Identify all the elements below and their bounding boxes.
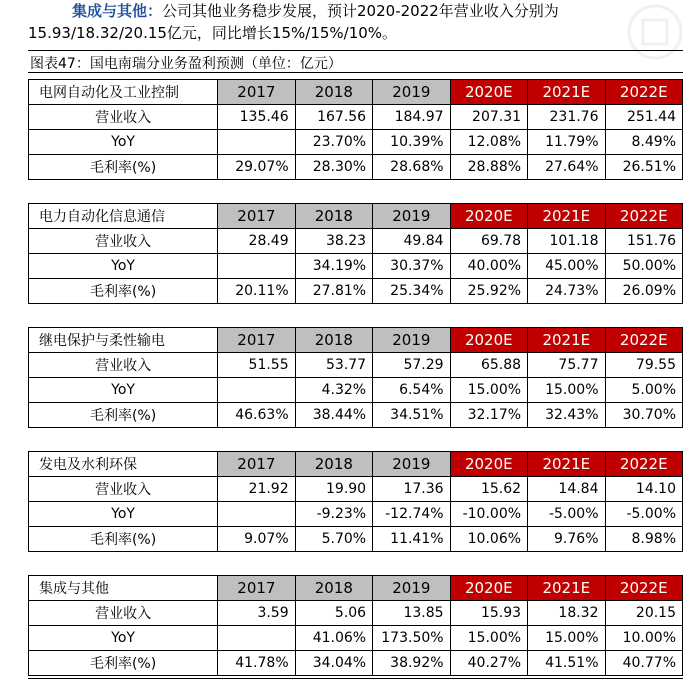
intro-line-1: [72, 0, 559, 22]
table-cell: 6.54%: [373, 378, 450, 403]
table-cell: 167.56: [295, 105, 372, 130]
table-cell: [218, 254, 295, 279]
table-cell: 25.92%: [450, 279, 527, 304]
table-cell: 40.27%: [450, 651, 527, 676]
table-cell: 40.00%: [450, 254, 527, 279]
table-cell: 26.09%: [605, 279, 683, 304]
table-cell: 69.78: [450, 229, 527, 254]
year-header-actual: 2018: [295, 452, 372, 477]
table-cell: 38.44%: [295, 403, 372, 428]
year-header-forecast: 2022E: [605, 576, 683, 601]
table-row: [29, 279, 683, 304]
table-cell: 40.77%: [605, 651, 683, 676]
table-header-row: [29, 328, 683, 353]
segment-name: 电力自动化信息通信: [29, 204, 218, 229]
row-label: YoY: [29, 626, 218, 651]
table-row: [29, 229, 683, 254]
table-cell: 10.06%: [450, 527, 527, 552]
table-cell: 101.18: [528, 229, 605, 254]
table-cell: 11.41%: [373, 527, 450, 552]
year-header-forecast: 2020E: [450, 328, 527, 353]
table-cell: 173.50%: [373, 626, 450, 651]
row-label: 毛利率(%): [29, 155, 218, 180]
table-cell: 79.55: [605, 353, 683, 378]
table-header-row: [29, 80, 683, 105]
table-cell: 28.68%: [373, 155, 450, 180]
table-cell: 20.15: [605, 601, 683, 626]
table-row: [29, 130, 683, 155]
year-header-forecast: 2022E: [605, 452, 683, 477]
year-header-actual: 2018: [295, 80, 372, 105]
table-header-row: [29, 576, 683, 601]
year-header-forecast: 2021E: [528, 328, 605, 353]
table-row: [29, 527, 683, 552]
table-row: [29, 626, 683, 651]
year-header-actual: 2017: [218, 452, 295, 477]
year-header-forecast: 2021E: [528, 80, 605, 105]
table-cell: 5.00%: [605, 378, 683, 403]
table-cell: 135.46: [218, 105, 295, 130]
row-label: YoY: [29, 130, 218, 155]
table-cell: 30.37%: [373, 254, 450, 279]
year-header-actual: 2017: [218, 204, 295, 229]
table-cell: -5.00%: [528, 502, 605, 527]
table-row: [29, 601, 683, 626]
table-row: [29, 502, 683, 527]
segment-table: [28, 79, 683, 180]
year-header-forecast: 2022E: [605, 80, 683, 105]
table-cell: 14.84: [528, 477, 605, 502]
table-cell: 15.62: [450, 477, 527, 502]
year-header-forecast: 2021E: [528, 204, 605, 229]
year-header-actual: 2018: [295, 328, 372, 353]
table-row: [29, 651, 683, 676]
caption-bottom-rule: [28, 72, 683, 73]
year-header-forecast: 2022E: [605, 204, 683, 229]
table-cell: 41.51%: [528, 651, 605, 676]
watermark-stamp-icon: [625, 2, 685, 62]
table-cell: 57.29: [373, 353, 450, 378]
table-cell: 41.06%: [295, 626, 372, 651]
table-cell: 13.85: [373, 601, 450, 626]
table-cell: [218, 502, 295, 527]
row-label: 毛利率(%): [29, 527, 218, 552]
row-label: 营业收入: [29, 105, 218, 130]
intro-bold-label: 集成与其他：: [72, 2, 163, 20]
table-cell: 41.78%: [218, 651, 295, 676]
table-cell: 26.51%: [605, 155, 683, 180]
table-cell: 30.70%: [605, 403, 683, 428]
row-label: 营业收入: [29, 601, 218, 626]
table-cell: 184.97: [373, 105, 450, 130]
table-cell: 18.32: [528, 601, 605, 626]
segment-table: [28, 575, 683, 676]
table-cell: 65.88: [450, 353, 527, 378]
table-cell: 21.92: [218, 477, 295, 502]
table-cell: 15.00%: [528, 626, 605, 651]
table-row: [29, 477, 683, 502]
table-cell: 28.49: [218, 229, 295, 254]
year-header-actual: 2018: [295, 576, 372, 601]
year-header-actual: 2019: [373, 80, 450, 105]
table-row: [29, 378, 683, 403]
table-cell: 20.11%: [218, 279, 295, 304]
year-header-forecast: 2022E: [605, 328, 683, 353]
year-header-forecast: 2021E: [528, 452, 605, 477]
table-cell: 251.44: [605, 105, 683, 130]
table-cell: [218, 378, 295, 403]
table-cell: 27.81%: [295, 279, 372, 304]
row-label: 毛利率(%): [29, 279, 218, 304]
table-cell: 75.77: [528, 353, 605, 378]
table-cell: 46.63%: [218, 403, 295, 428]
year-header-forecast: 2020E: [450, 80, 527, 105]
table-row: [29, 353, 683, 378]
segment-table: [28, 203, 683, 304]
table-cell: 9.07%: [218, 527, 295, 552]
row-label: 营业收入: [29, 477, 218, 502]
table-cell: 10.00%: [605, 626, 683, 651]
year-header-actual: 2017: [218, 80, 295, 105]
row-label: YoY: [29, 378, 218, 403]
year-header-actual: 2019: [373, 328, 450, 353]
table-cell: 5.70%: [295, 527, 372, 552]
table-cell: -12.74%: [373, 502, 450, 527]
table-cell: 15.00%: [450, 378, 527, 403]
table-cell: 4.32%: [295, 378, 372, 403]
table-caption: 图表47：国电南瑞分业务盈利预测（单位：亿元）: [30, 56, 342, 72]
row-label: YoY: [29, 502, 218, 527]
table-cell: 28.30%: [295, 155, 372, 180]
table-cell: 24.73%: [528, 279, 605, 304]
year-header-actual: 2018: [295, 204, 372, 229]
table-cell: 27.64%: [528, 155, 605, 180]
year-header-forecast: 2020E: [450, 576, 527, 601]
table-cell: 23.70%: [295, 130, 372, 155]
table-row: [29, 155, 683, 180]
table-cell: 29.07%: [218, 155, 295, 180]
table-bottom-rule: [28, 678, 683, 679]
table-cell: [218, 130, 295, 155]
table-row: [29, 254, 683, 279]
caption-top-rule: [28, 50, 683, 51]
year-header-actual: 2017: [218, 576, 295, 601]
table-cell: 34.51%: [373, 403, 450, 428]
table-cell: 231.76: [528, 105, 605, 130]
table-cell: 38.92%: [373, 651, 450, 676]
table-cell: 8.49%: [605, 130, 683, 155]
row-label: 毛利率(%): [29, 651, 218, 676]
intro-line-2: 15.93/18.32/20.15亿元，同比增长15%/15%/10%。: [28, 24, 398, 42]
table-cell: 15.93: [450, 601, 527, 626]
table-cell: 12.08%: [450, 130, 527, 155]
table-row: [29, 105, 683, 130]
table-cell: -10.00%: [450, 502, 527, 527]
table-cell: 34.04%: [295, 651, 372, 676]
segment-name: 集成与其他: [29, 576, 218, 601]
table-cell: -5.00%: [605, 502, 683, 527]
intro-line-1-text: 公司其他业务稳步发展，预计2020-2022年营业收入分别为: [162, 2, 559, 20]
table-cell: 32.17%: [450, 403, 527, 428]
table-cell: 15.00%: [450, 626, 527, 651]
table-cell: 45.00%: [528, 254, 605, 279]
table-cell: 207.31: [450, 105, 527, 130]
table-cell: 15.00%: [528, 378, 605, 403]
year-header-forecast: 2020E: [450, 452, 527, 477]
table-cell: -9.23%: [295, 502, 372, 527]
year-header-actual: 2019: [373, 576, 450, 601]
table-cell: 34.19%: [295, 254, 372, 279]
table-cell: 3.59: [218, 601, 295, 626]
year-header-forecast: 2021E: [528, 576, 605, 601]
row-label: YoY: [29, 254, 218, 279]
table-cell: 50.00%: [605, 254, 683, 279]
row-label: 毛利率(%): [29, 403, 218, 428]
table-cell: 25.34%: [373, 279, 450, 304]
row-label: 营业收入: [29, 353, 218, 378]
table-cell: 51.55: [218, 353, 295, 378]
table-cell: 151.76: [605, 229, 683, 254]
table-cell: 8.98%: [605, 527, 683, 552]
table-cell: 11.79%: [528, 130, 605, 155]
table-cell: 49.84: [373, 229, 450, 254]
year-header-actual: 2017: [218, 328, 295, 353]
table-cell: 14.10: [605, 477, 683, 502]
table-header-row: [29, 204, 683, 229]
year-header-actual: 2019: [373, 452, 450, 477]
table-cell: 19.90: [295, 477, 372, 502]
table-cell: 53.77: [295, 353, 372, 378]
table-row: [29, 403, 683, 428]
table-cell: 32.43%: [528, 403, 605, 428]
table-cell: 10.39%: [373, 130, 450, 155]
segment-name: 发电及水利环保: [29, 452, 218, 477]
year-header-actual: 2019: [373, 204, 450, 229]
segment-table: [28, 327, 683, 428]
segment-name: 继电保护与柔性输电: [29, 328, 218, 353]
row-label: 营业收入: [29, 229, 218, 254]
table-cell: 28.88%: [450, 155, 527, 180]
table-cell: 9.76%: [528, 527, 605, 552]
table-cell: 5.06: [295, 601, 372, 626]
table-cell: [218, 626, 295, 651]
segment-table: [28, 451, 683, 552]
table-header-row: [29, 452, 683, 477]
year-header-forecast: 2020E: [450, 204, 527, 229]
segment-name: 电网自动化及工业控制: [29, 80, 218, 105]
table-cell: 17.36: [373, 477, 450, 502]
table-cell: 38.23: [295, 229, 372, 254]
